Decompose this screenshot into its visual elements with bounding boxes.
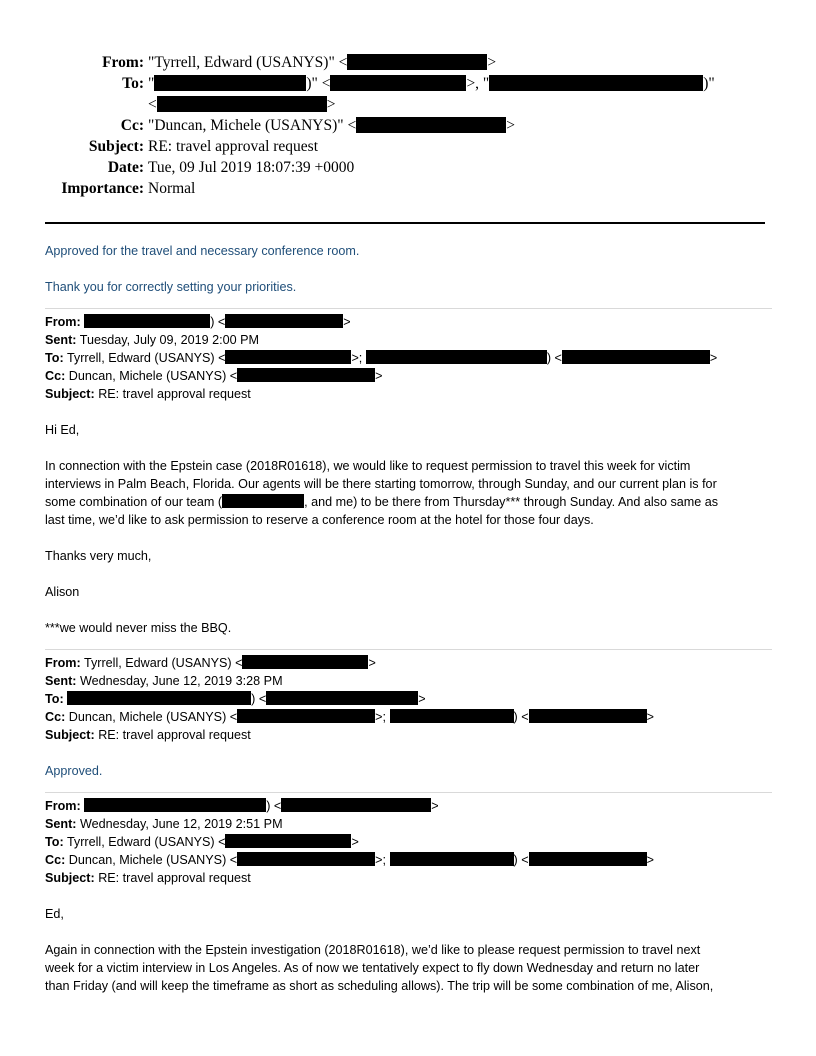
cc-label: Cc: xyxy=(45,853,66,867)
redaction-block xyxy=(366,350,547,364)
sent-label: Sent: xyxy=(45,333,77,347)
cc-text: > xyxy=(375,369,383,383)
redaction-block xyxy=(154,75,306,91)
date-label: Date: xyxy=(107,159,144,176)
redaction-block xyxy=(266,691,418,705)
to-text: > xyxy=(709,351,718,365)
importance-value: Normal xyxy=(148,180,196,197)
cc-text: ) < xyxy=(513,853,529,867)
footnote: ***we would never miss the BBQ. xyxy=(45,621,232,635)
redaction-block xyxy=(237,368,375,382)
paragraph-line: In connection with the Epstein case (2018R01618), we would like to request permission to travel this week for victim xyxy=(45,459,691,473)
redaction-block xyxy=(67,691,251,705)
subject-label: Subject: xyxy=(45,387,95,401)
subject-value: RE: travel approval request xyxy=(98,728,251,742)
to-text: Tyrrell, Edward (USANYS) < xyxy=(66,835,226,849)
redaction-block xyxy=(242,655,368,669)
message-1-paragraph xyxy=(45,457,772,529)
cc-text: > xyxy=(646,710,654,724)
to-text: ) < xyxy=(546,351,562,365)
cc-label: Cc: xyxy=(120,117,144,134)
from-text: > xyxy=(431,799,439,813)
header-subject-row xyxy=(0,136,816,157)
paragraph-line xyxy=(45,493,772,511)
sent-label: Sent: xyxy=(45,817,77,831)
sent-label: Sent: xyxy=(45,674,77,688)
sent-value: Wednesday, June 12, 2019 2:51 PM xyxy=(79,817,283,831)
from-text: > xyxy=(368,656,376,670)
redaction-block xyxy=(489,75,703,91)
redaction-block xyxy=(225,834,351,848)
to-text: Tyrrell, Edward (USANYS) < xyxy=(66,351,226,365)
redaction-block xyxy=(237,852,375,866)
cc-text: Duncan, Michele (USANYS) < xyxy=(68,853,238,867)
redaction-block xyxy=(390,852,514,866)
from-end: > xyxy=(487,54,497,71)
header-from-row xyxy=(0,52,816,73)
subject-value: RE: travel approval request xyxy=(98,387,251,401)
subject-value: RE: travel approval request xyxy=(148,138,319,155)
header-cc-row xyxy=(0,115,816,136)
importance-label: Importance: xyxy=(61,180,144,197)
from-label: From: xyxy=(45,799,81,813)
reply-line-2: Thank you for correctly setting your priorities. xyxy=(45,280,297,294)
message-separator xyxy=(45,649,772,650)
message-3-paragraph xyxy=(45,941,772,995)
from-text: ) < xyxy=(266,799,282,813)
cc-text: ) < xyxy=(513,710,529,724)
redaction-block xyxy=(225,314,343,328)
to-quote: " xyxy=(148,75,155,92)
cc-value: "Duncan, Michele (USANYS)" < xyxy=(148,117,357,134)
redaction-block xyxy=(347,54,487,70)
header-divider xyxy=(45,222,765,224)
to-text: ) < xyxy=(251,692,267,706)
cc-end: > xyxy=(506,117,515,134)
cc-text: >; xyxy=(375,853,386,867)
cc-text: Duncan, Michele (USANYS) < xyxy=(68,710,238,724)
quoted-message-2-header xyxy=(45,654,772,744)
redaction-block xyxy=(222,494,304,508)
sent-value: Wednesday, June 12, 2019 3:28 PM xyxy=(79,674,283,688)
quoted-message-3-header xyxy=(45,797,772,887)
to-label: To: xyxy=(45,351,64,365)
cc-label: Cc: xyxy=(45,369,66,383)
to-label: To: xyxy=(122,75,144,92)
from-label: From: xyxy=(45,315,81,329)
greeting: Hi Ed, xyxy=(45,423,80,437)
redaction-block xyxy=(281,798,431,812)
message-separator xyxy=(45,792,772,793)
paragraph-line: week for a victim interview in Los Angeles. As of now we tentatively expect to fly down Wednesday and return no later xyxy=(45,961,700,975)
redaction-block xyxy=(356,117,506,133)
from-label: From: xyxy=(102,54,144,71)
subject-label: Subject: xyxy=(45,871,95,885)
sent-value: Tuesday, July 09, 2019 2:00 PM xyxy=(79,333,259,347)
to-label: To: xyxy=(45,692,64,706)
redaction-block xyxy=(529,709,647,723)
subject-label: Subject: xyxy=(45,728,95,742)
signature: Alison xyxy=(45,585,80,599)
to-text: >; xyxy=(351,351,363,365)
from-text: > xyxy=(343,315,351,329)
message-separator xyxy=(45,308,772,309)
reply-line-1: Approved for the travel and necessary conference room. xyxy=(45,244,360,258)
cc-text: > xyxy=(646,853,654,867)
to-label: To: xyxy=(45,835,64,849)
to-sep: )" < xyxy=(306,75,331,92)
to-text: > xyxy=(351,835,359,849)
to-open: < xyxy=(148,96,157,113)
from-text: Tyrrell, Edward (USANYS) < xyxy=(83,656,243,670)
to-close: )" xyxy=(703,75,715,92)
from-text: ) < xyxy=(210,315,226,329)
from-value: "Tyrrell, Edward (USANYS)" < xyxy=(148,54,348,71)
cc-text: Duncan, Michele (USANYS) < xyxy=(68,369,238,383)
email-body xyxy=(45,242,772,995)
redaction-block xyxy=(330,75,466,91)
from-label: From: xyxy=(45,656,81,670)
paragraph-line: interviews in Palm Beach, Florida. Our agents will be there starting tomorrow, through Sunday, and our current plan is for xyxy=(45,477,717,491)
greeting: Ed, xyxy=(45,907,64,921)
email-header xyxy=(0,52,816,199)
subject-label: Subject: xyxy=(88,138,144,155)
redaction-block xyxy=(225,350,351,364)
paragraph-text: some combination of our team ( xyxy=(45,495,223,509)
paragraph-line: last time, we’d like to ask permission to reserve a conference room at the hotel for those four days. xyxy=(45,513,594,527)
subject-value: RE: travel approval request xyxy=(98,871,251,885)
quoted-message-1-header xyxy=(45,313,772,403)
redaction-block xyxy=(84,314,210,328)
thanks-line: Thanks very much, xyxy=(45,549,152,563)
redaction-block xyxy=(237,709,375,723)
paragraph-line: than Friday (and will keep the timeframe as short as scheduling allows). The trip will be some combination of me, Alison, xyxy=(45,979,714,993)
paragraph-text: , and me) to be there from Thursday*** through Sunday. And also same as xyxy=(304,495,719,509)
date-value: Tue, 09 Jul 2019 18:07:39 +0000 xyxy=(148,159,355,176)
redaction-block xyxy=(390,709,514,723)
header-importance-row xyxy=(0,178,816,199)
header-to-row xyxy=(0,73,816,115)
to-sep: >, " xyxy=(466,75,490,92)
approved-text: Approved. xyxy=(45,764,103,778)
cc-label: Cc: xyxy=(45,710,66,724)
header-date-row xyxy=(0,157,816,178)
redaction-block xyxy=(562,350,710,364)
redaction-block xyxy=(529,852,647,866)
to-text: > xyxy=(418,692,426,706)
cc-text: >; xyxy=(375,710,386,724)
to-end: > xyxy=(326,96,336,113)
redaction-block xyxy=(157,96,327,112)
paragraph-line: Again in connection with the Epstein investigation (2018R01618), we’d like to please request permission to travel next xyxy=(45,943,701,957)
redaction-block xyxy=(84,798,266,812)
